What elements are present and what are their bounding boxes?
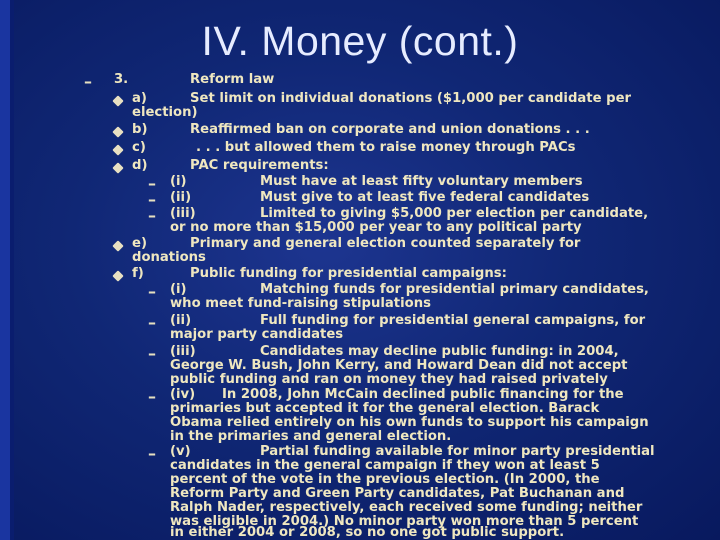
sub-text: In 2008, John McCain declined public financing for the [222, 387, 624, 402]
dash-marker: – [148, 190, 156, 209]
diamond-bullet-icon [112, 144, 123, 155]
item-text-cont: donations [132, 250, 206, 265]
sub-text: Full funding for presidential general campaigns, for [260, 313, 646, 328]
sub-text: or no more than $15,000 per year to any political party [170, 220, 582, 235]
item-label: c) [132, 140, 146, 155]
sub-text: public funding and ran on money they had raised privately [170, 372, 608, 387]
diamond-bullet-icon [112, 95, 123, 106]
dash-marker: – [148, 344, 156, 363]
item-text: Set limit on individual donations ($1,000 per candidate per [190, 91, 632, 106]
sub-text: Must have at least fifty voluntary members [260, 174, 583, 189]
sub-text: Obama relied entirely on his own funds to support his campaign [170, 415, 649, 430]
item-text: Reaffirmed ban on corporate and union donations . . . [190, 122, 590, 137]
dash-marker: – [148, 444, 156, 463]
item-label: d) [132, 158, 148, 173]
sub-text: George W. Bush, John Kerry, and Howard Dean did not accept [170, 358, 628, 373]
sub-text: percent of the vote in the previous election. (In 2000, the [170, 472, 600, 487]
diamond-bullet-icon [112, 240, 123, 251]
sub-label: (i) [170, 282, 187, 297]
sub-text: who meet fund-raising stipulations [170, 296, 431, 311]
sub-text: major party candidates [170, 327, 344, 342]
sub-text: Limited to giving $5,000 per election per candidate, [260, 206, 649, 221]
diamond-bullet-icon [112, 162, 123, 173]
sub-text: Ralph Nader, respectively, each received some funding; neither [170, 500, 643, 515]
sub-label: (iii) [170, 206, 196, 221]
point-title: Reform law [190, 72, 275, 87]
sub-label: (iii) [170, 344, 196, 359]
sub-text: in the primaries and general election. [170, 429, 452, 444]
diamond-bullet-icon [112, 270, 123, 281]
sub-text: Reform Party and Green Party candidates, Pat Buchanan and [170, 486, 625, 501]
sub-label: (ii) [170, 313, 192, 328]
item-text-cont: election) [132, 105, 198, 120]
slide-title: IV. Money (cont.) [201, 18, 519, 64]
dash-marker: – [148, 387, 156, 406]
sub-text: primaries but accepted it for the general election. Barack [170, 401, 600, 416]
item-text: Public funding for presidential campaigns: [190, 266, 507, 281]
item-text: PAC requirements: [190, 158, 329, 173]
sub-label: (v) [170, 444, 191, 459]
item-label: b) [132, 122, 148, 137]
item-label: f) [132, 266, 144, 281]
sub-label: (iv) [170, 387, 196, 402]
diamond-bullet-icon [112, 126, 123, 137]
dash-marker: – [148, 282, 156, 301]
dash-marker: – [148, 313, 156, 332]
dash-marker: – [148, 174, 156, 193]
item-text: . . . but allowed them to raise money through PACs [196, 140, 576, 155]
sub-text: Partial funding available for minor party presidential [260, 444, 655, 459]
sub-label: (i) [170, 174, 187, 189]
sub-text: Candidates may decline public funding: in 2004, [260, 344, 619, 359]
sub-text: was eligible in 2004.) No minor party won more than 5 percent [170, 514, 639, 529]
item-text: Primary and general election counted separately for [190, 236, 581, 251]
item-label: e) [132, 236, 147, 251]
sub-text: Matching funds for presidential primary candidates, [260, 282, 649, 297]
sub-text: Must give to at least five federal candidates [260, 190, 590, 205]
point-number: 3. [114, 72, 129, 87]
sub-text: in either 2004 or 2008, so no one got public support. [170, 525, 565, 540]
item-label: a) [132, 91, 147, 106]
dash-marker: – [148, 206, 156, 225]
sub-text: candidates in the general campaign if they won at least 5 [170, 458, 600, 473]
dash-marker: – [84, 72, 92, 91]
sub-label: (ii) [170, 190, 192, 205]
